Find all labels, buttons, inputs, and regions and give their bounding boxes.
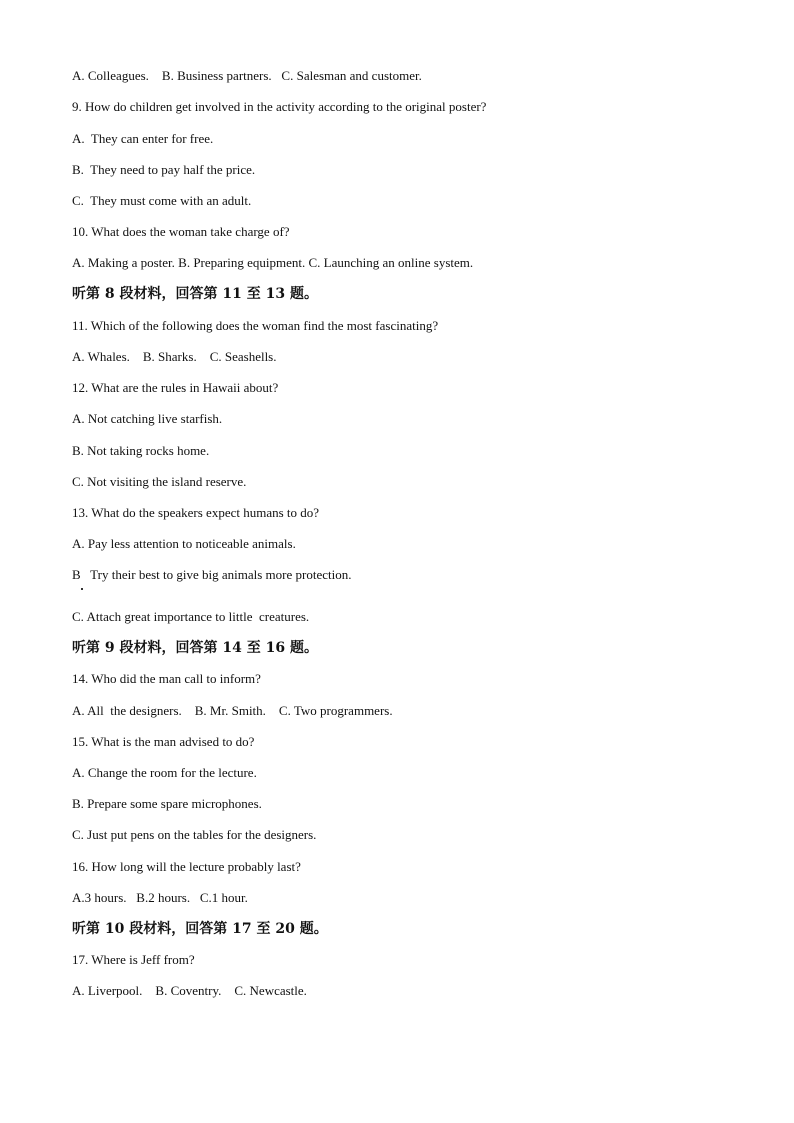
q15-option-a: A. Change the room for the lecture. bbox=[72, 765, 257, 780]
q9-option-b: B. They need to pay half the price. bbox=[72, 162, 256, 177]
q9-option-a: A. They can enter for free. bbox=[72, 131, 214, 146]
q15-option-c: C. Just put pens on the tables for the designers. bbox=[72, 827, 317, 842]
q12-option-b: B. Not taking rocks home. bbox=[72, 443, 210, 458]
q13-question: 13. What do the speakers expect humans to do? bbox=[72, 505, 320, 520]
q16-question: 16. How long will the lecture probably last? bbox=[72, 859, 301, 874]
q11-options: A. Whales. B. Sharks. C. Seashells. bbox=[72, 349, 277, 364]
section-8-heading: 听第 8 段材料，回答第 11 至 13 题。 bbox=[72, 286, 318, 302]
q17-question: 17. Where is Jeff from? bbox=[72, 952, 195, 967]
q15-question: 15. What is the man advised to do? bbox=[72, 734, 255, 749]
q13-option-b: B Try their best to give big animals more protection. bbox=[72, 567, 352, 582]
q12-question: 12. What are the rules in Hawaii about? bbox=[72, 380, 279, 395]
q8-options: A. Colleagues. B. Business partners. C. Salesman and customer. bbox=[72, 68, 422, 83]
stray-dot-mark bbox=[81, 588, 83, 590]
q12-option-c: C. Not visiting the island reserve. bbox=[72, 474, 247, 489]
q14-question: 14. Who did the man call to inform? bbox=[72, 671, 261, 686]
q15-option-b: B. Prepare some spare microphones. bbox=[72, 796, 262, 811]
q13-option-a: A. Pay less attention to noticeable animals. bbox=[72, 536, 296, 551]
q10-question: 10. What does the woman take charge of? bbox=[72, 224, 290, 239]
section-10-heading: 听第 10 段材料，回答第 17 至 20 题。 bbox=[72, 921, 328, 937]
q14-options: A. All the designers. B. Mr. Smith. C. Two programmers. bbox=[72, 703, 393, 718]
q16-options: A.3 hours. B.2 hours. C.1 hour. bbox=[72, 890, 248, 905]
q17-options: A. Liverpool. B. Coventry. C. Newcastle. bbox=[72, 983, 307, 998]
q9-option-c: C. They must come with an adult. bbox=[72, 193, 252, 208]
q9-question: 9. How do children get involved in the activity according to the original poster? bbox=[72, 99, 487, 114]
section-9-heading: 听第 9 段材料，回答第 14 至 16 题。 bbox=[72, 640, 318, 656]
q13-option-c: C. Attach great importance to little creatures. bbox=[72, 609, 310, 624]
q11-question: 11. Which of the following does the woman find the most fascinating? bbox=[72, 318, 439, 333]
q12-option-a: A. Not catching live starfish. bbox=[72, 411, 223, 426]
q10-options: A. Making a poster. B. Preparing equipment. C. Launching an online system. bbox=[72, 255, 474, 270]
